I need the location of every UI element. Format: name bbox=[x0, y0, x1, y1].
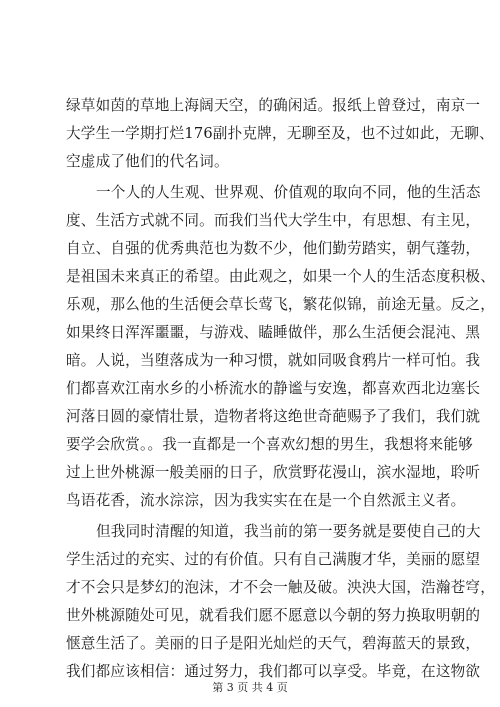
text-line: 学生活过的充实、过的有价值。只有自己满腹才华，美丽的愿望 bbox=[66, 551, 481, 568]
text-line: 是祖国未来真正的希望。由此观之，如果一个人的生活态度积极、 bbox=[66, 268, 496, 285]
text-line: 大学生一学期打烂176副扑克牌，无聊至及，也不过如此，无聊、 bbox=[66, 125, 494, 142]
text-line: 绿草如茵的草地上海阔天空，的确闲适。报纸上曾登过，南京一 bbox=[66, 97, 481, 114]
text-line: 我们都应该相信：通过努力，我们都可以享受。毕竟，在这物欲 bbox=[66, 663, 481, 680]
text-line: 才不会只是梦幻的泡沫，才不会一触及破。泱泱大国，浩瀚苍穹， bbox=[66, 579, 496, 596]
text-line: 自立、自强的优秀典范也为数不少，他们勤劳踏实，朝气蓬勃， bbox=[66, 240, 481, 257]
page-number-footer: 第 3 页 共 4 页 bbox=[212, 681, 288, 694]
text-line: 鸟语花香，流水淙淙，因为我实实在在是一个自然派主义者。 bbox=[66, 492, 466, 509]
text-line: 们都喜欢江南水乡的小桥流水的静谧与安逸，都喜欢西北边塞长 bbox=[66, 380, 481, 397]
text-line: 一个人的人生观、世界观、价值观的取向不同，他的生活态 bbox=[96, 184, 481, 201]
text-line: 河落日圆的豪情壮景，造物者将这绝世奇葩赐予了我们，我们就 bbox=[66, 408, 481, 425]
text-line: 但我同时清醒的知道，我当前的第一要务就是要使自己的大 bbox=[96, 523, 481, 540]
text-line: 空虚成了他们的代名词。 bbox=[66, 153, 229, 170]
text-line: 暗。人说，当堕落成为一种习惯，就如同吸食鸦片一样可怕。我 bbox=[66, 352, 481, 369]
text-line: 要学会欣赏。。我一直都是一个喜欢幻想的男生，我想将来能够 bbox=[66, 436, 473, 453]
text-line: 如果终日浑浑噩噩，与游戏、瞌睡做伴，那么生活便会混沌、黑 bbox=[66, 324, 481, 341]
text-line: 惬意生活了。美丽的日子是阳光灿烂的天气，碧海蓝天的景致， bbox=[66, 635, 481, 652]
text-line: 世外桃源随处可见，就看我们愿不愿意以今朝的努力换取明朝的 bbox=[66, 607, 481, 624]
text-line: 乐观，那么他的生活便会草长莺飞，繁花似锦，前途无量。反之， bbox=[66, 296, 496, 313]
text-line: 过上世外桃源一般美丽的日子，欣赏野花漫山，滨水湿地，聆听 bbox=[66, 464, 481, 481]
text-line: 度、生活方式就不同。而我们当代大学生中，有思想、有主见， bbox=[66, 212, 481, 229]
